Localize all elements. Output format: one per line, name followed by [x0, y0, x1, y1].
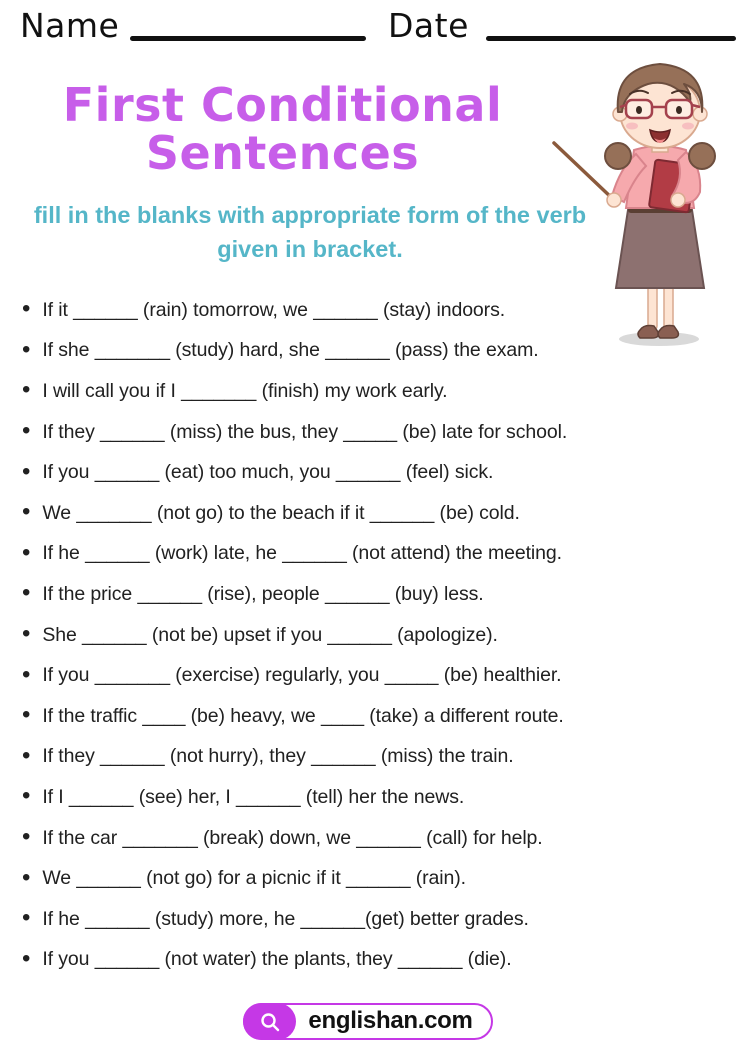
sentence-item: • If she _______ (study) hard, she ______ (pass) the exam. [18, 331, 732, 372]
sentence-item: • She ______ (not be) upset if you ______ (apologize). [18, 615, 732, 656]
sentence-item: • If he ______ (work) late, he ______ (not attend) the meeting. [18, 534, 732, 575]
brand-pill[interactable] [243, 1003, 492, 1040]
sentence-item: • If I ______ (see) her, I ______ (tell) her the news. [18, 777, 732, 818]
sentence-list [18, 290, 732, 980]
sentence-item: • We ______ (not go) for a picnic if it ______ (rain). [18, 858, 732, 899]
search-icon-badge [243, 1003, 296, 1040]
search-icon [259, 1011, 281, 1033]
sentence-item: • If he ______ (study) more, he ______(get) better grades. [18, 899, 732, 940]
sentence-item: • If the car _______ (break) down, we ______ (call) for help. [18, 818, 732, 859]
page-title [0, 78, 565, 180]
instructions-text: fill in the blanks with appropriate form of the verb given in bracket. [33, 202, 587, 263]
sentence-item: • If the price ______ (rise), people ______ (buy) less. [18, 574, 732, 615]
sentence-item: • If you _______ (exercise) regularly, you _____ (be) healthier. [18, 655, 732, 696]
date-label: Date [388, 6, 469, 45]
name-blank-line[interactable] [130, 36, 366, 41]
sentence-item: • If they ______ (not hurry), they ______ (miss) the train. [18, 737, 732, 778]
sentence-item: • We _______ (not go) to the beach if it ______ (be) cold. [18, 493, 732, 534]
page-title-line2: Sentences [145, 125, 420, 180]
page-title-line1: First Conditional [62, 78, 503, 132]
sentence-item: • I will call you if I _______ (finish) my work early. [18, 371, 732, 412]
sentence-item: • If the traffic ____ (be) heavy, we ____ (take) a different route. [18, 696, 732, 737]
sentence-item: • If it ______ (rain) tomorrow, we ______ (stay) indoors. [18, 290, 732, 331]
date-blank-line[interactable] [486, 36, 736, 41]
site-label: englishan.com [308, 1006, 473, 1034]
sentence-item: • If they ______ (miss) the bus, they _____ (be) late for school. [18, 412, 732, 453]
footer [0, 1003, 736, 1040]
name-label: Name [20, 6, 120, 45]
sentence-item: • If you ______ (eat) too much, you ______ (feel) sick. [18, 452, 732, 493]
sentence-item: • If you ______ (not water) the plants, they ______ (die). [18, 940, 732, 981]
